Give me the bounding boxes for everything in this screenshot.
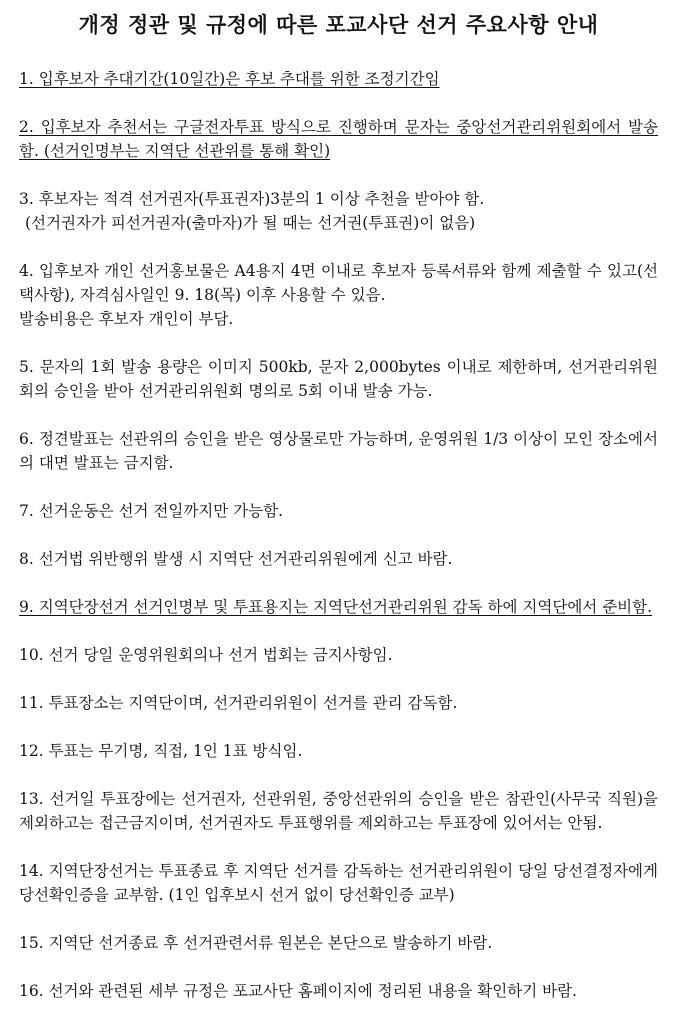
list-item-12 <box>19 739 658 763</box>
list-item-11 <box>19 691 658 715</box>
list-item-15 <box>19 931 658 955</box>
list-item-16 <box>19 979 658 1003</box>
list-item-14 <box>19 859 658 907</box>
item-3-text: 3. 후보자는 적격 선거권자(투표권자)3분의 1 이상 추천을 받아야 함. <box>19 190 485 208</box>
item-4-text: 4. 입후보자 개인 선거홍보물은 A4용지 4면 이내로 후보자 등록서류와 함께 제출할 수 있고(선택사항), 자격심사일인 9. 18(목) 이후 사용할 수 있음. <box>19 262 658 304</box>
list-item-9 <box>19 595 658 619</box>
list-item-3 <box>19 187 658 235</box>
item-6-text: 6. 정견발표는 선관위의 승인을 받은 영상물로만 가능하며, 운영위원 1/3 이상이 모인 장소에서의 대면 발표는 금지함. <box>19 430 658 472</box>
item-12-text: 12. 투표는 무기명, 직접, 1인 1표 방식임. <box>19 742 303 760</box>
item-14-text: 14. 지역단장선거는 투표종료 후 지역단 선거를 감독하는 선거관리위원이 당일 당선결정자에게 당선확인증을 교부함. (1인 입후보시 선거 없이 당선확인증 교부) <box>19 862 658 904</box>
list-item-1 <box>19 67 658 91</box>
item-8-text: 8. 선거법 위반행위 발생 시 지역단 선거관리위원에게 신고 바람. <box>19 550 453 568</box>
list-item-7 <box>19 499 658 523</box>
item-2-text: 2. 입후보자 추천서는 구글전자투표 방식으로 진행하며 문자는 중앙선거관리위원회에서 발송함. (선거인명부는 지역단 선관위를 통해 확인) <box>19 118 658 160</box>
list-item-6 <box>19 427 658 475</box>
item-10-text: 10. 선거 당일 운영위원회의나 선거 법회는 금지사항임. <box>19 646 393 664</box>
item-7-text: 7. 선거운동은 선거 전일까지만 가능함. <box>19 502 284 520</box>
item-13-text: 13. 선거일 투표장에는 선거권자, 선관위원, 중앙선관위의 승인을 받은 참관인(사무국 직원)을 제외하고는 접근금지이며, 선거권자도 투표행위를 제외하고는 투표장에 있어서는 안됨. <box>19 790 658 832</box>
item-9-text: 9. 지역단장선거 선거인명부 및 투표용지는 지역단선거관리위원 감독 하에 지역단에서 준비함. <box>19 598 653 616</box>
list-item-5 <box>19 355 658 403</box>
list-item-4 <box>19 259 658 331</box>
item-3-note: (선거권자가 피선거권자(출마자)가 될 때는 선거권(투표권)이 없음) <box>25 214 476 232</box>
list-item-13 <box>19 787 658 835</box>
item-11-text: 11. 투표장소는 지역단이며, 선거관리위원이 선거를 관리 감독함. <box>19 694 458 712</box>
item-15-text: 15. 지역단 선거종료 후 선거관련서류 원본은 본단으로 발송하기 바람. <box>19 934 493 952</box>
list-item-8 <box>19 547 658 571</box>
item-5-text: 5. 문자의 1회 발송 용량은 이미지 500kb, 문자 2,000bytes 이내로 제한하며, 선거관리위원회의 승인을 받아 선거관리위원회 명의로 5회 이내 발송 가능. <box>19 358 658 400</box>
item-16-text: 16. 선거와 관련된 세부 규정은 포교사단 홈페이지에 정리된 내용을 확인하기 바람. <box>19 982 577 1000</box>
list-item-10 <box>19 643 658 667</box>
item-1-text: 1. 입후보자 추대기간(10일간)은 후보 추대를 위한 조정기간임 <box>19 70 440 88</box>
page-title: 개정 정관 및 규정에 따른 포교사단 선거 주요사항 안내 <box>78 12 599 37</box>
list-item-2 <box>19 115 658 163</box>
item-4-note: 발송비용은 후보자 개인이 부담. <box>19 310 234 328</box>
